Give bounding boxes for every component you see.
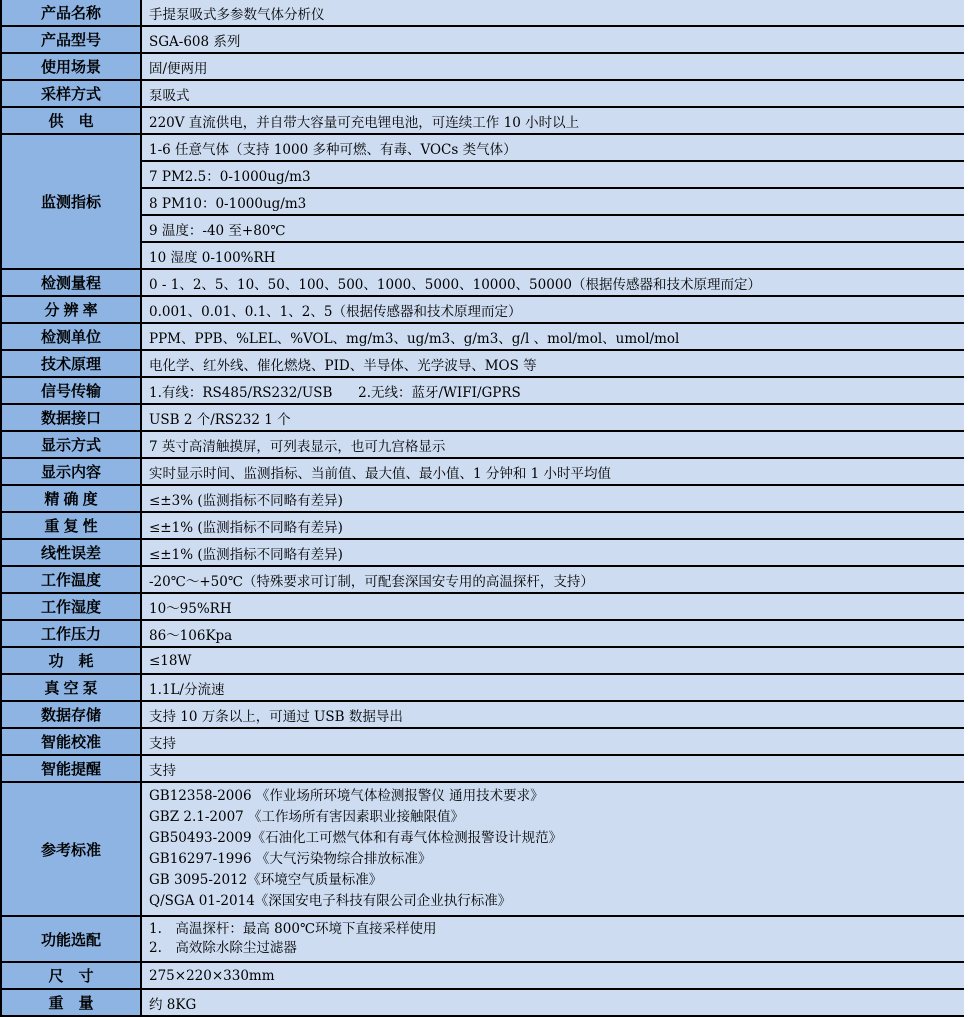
spec-label-resolution: 分 辨 率 xyxy=(2,297,142,322)
spec-row-reference-standards xyxy=(2,783,964,917)
spec-values-power-consumption xyxy=(142,648,964,673)
spec-label-power-supply: 供 电 xyxy=(2,108,142,133)
spec-row-weight xyxy=(2,990,964,1015)
spec-row-display-content xyxy=(2,459,964,486)
spec-value-linearity-error: ≤±1% (监测指标不同略有差异) xyxy=(149,546,343,563)
spec-value-repeatability: ≤±1% (监测指标不同略有差异) xyxy=(149,519,343,536)
spec-values-optional-functions xyxy=(142,917,964,961)
spec-row-working-humidity xyxy=(2,594,964,621)
spec-label-product-name: 产品名称 xyxy=(2,0,142,25)
spec-value-display-content: 实时显示时间、监测指标、当前值、最大值、最小值、1 分钟和 1 小时平均值 xyxy=(149,465,612,482)
spec-values-weight xyxy=(142,990,964,1015)
spec-value-accuracy: ≤±3% (监测指标不同略有差异) xyxy=(149,492,343,509)
spec-label-repeatability: 重 复 性 xyxy=(2,513,142,538)
spec-value-reference-standards-2: GBZ 2.1-2007 《工作场所有害因素职业接触限值》 xyxy=(149,809,465,825)
spec-values-monitoring-indicators xyxy=(142,135,964,268)
spec-values-sampling-method xyxy=(142,81,964,106)
spec-label-detection-unit: 检测单位 xyxy=(2,324,142,349)
spec-value-detection-range: 0 - 1、2、5、10、50、100、500、1000、5000、10000、50000（根据传感器和技术原理而定） xyxy=(149,276,761,293)
spec-value-vacuum-pump: 1.1L/分流速 xyxy=(149,681,225,698)
spec-values-display-mode xyxy=(142,432,964,457)
spec-value-working-humidity: 10～95%RH xyxy=(149,600,232,617)
spec-label-sampling-method: 采样方式 xyxy=(2,81,142,106)
spec-values-display-content xyxy=(142,459,964,484)
spec-value-working-pressure: 86～106Kpa xyxy=(149,627,233,644)
spec-label-smart-reminder: 智能提醒 xyxy=(2,756,142,781)
spec-row-data-interface xyxy=(2,405,964,432)
spec-values-working-temperature xyxy=(142,567,964,592)
spec-value-product-name: 手提泵吸式多参数气体分析仪 xyxy=(149,6,325,23)
spec-values-reference-standards xyxy=(142,783,964,915)
spec-row-smart-calibration xyxy=(2,729,964,756)
spec-values-technical-principle xyxy=(142,351,964,376)
spec-row-usage-scenario xyxy=(2,54,964,81)
spec-label-detection-range: 检测量程 xyxy=(2,270,142,295)
spec-value-optional-functions-1: 1. 高温探杆：最高 800℃环境下直接采样使用 xyxy=(149,921,437,937)
spec-value-power-supply: 220V 直流供电，并自带大容量可充电锂电池，可连续工作 10 小时以上 xyxy=(149,114,580,131)
spec-value-monitoring-indicators-3: 8 PM10：0-1000ug/m3 xyxy=(142,189,964,216)
spec-row-dimensions xyxy=(2,963,964,990)
spec-row-power-consumption xyxy=(2,648,964,675)
spec-value-display-mode: 7 英寸高清触摸屏，可列表显示，也可九宫格显示 xyxy=(149,438,446,455)
spec-row-product-model xyxy=(2,27,964,54)
spec-label-signal-transmission: 信号传输 xyxy=(2,378,142,403)
spec-values-data-interface xyxy=(142,405,964,430)
spec-values-detection-range xyxy=(142,270,964,295)
spec-value-signal-transmission: 1.有线：RS485/RS232/USB 2.无线：蓝牙/WIFI/GPRS xyxy=(149,384,521,401)
spec-row-signal-transmission xyxy=(2,378,964,405)
spec-label-monitoring-indicators: 监测指标 xyxy=(2,135,142,268)
spec-value-optional-functions-2: 2. 高效除水除尘过滤器 xyxy=(149,940,297,956)
spec-row-working-temperature xyxy=(2,567,964,594)
spec-row-linearity-error xyxy=(2,540,964,567)
spec-values-vacuum-pump xyxy=(142,675,964,700)
spec-row-detection-range xyxy=(2,270,964,297)
spec-label-power-consumption: 功 耗 xyxy=(2,648,142,673)
spec-value-smart-calibration: 支持 xyxy=(149,735,176,752)
spec-value-monitoring-indicators-5: 10 湿度 0-100%RH xyxy=(149,249,276,266)
spec-label-data-storage: 数据存储 xyxy=(2,702,142,727)
spec-values-linearity-error xyxy=(142,540,964,565)
spec-label-usage-scenario: 使用场景 xyxy=(2,54,142,79)
spec-values-smart-reminder xyxy=(142,756,964,781)
spec-values-signal-transmission xyxy=(142,378,964,403)
spec-value-sampling-method: 泵吸式 xyxy=(149,87,190,104)
spec-label-reference-standards: 参考标准 xyxy=(2,783,142,915)
spec-value-reference-standards-3: GB50493-2009《石油化工可燃气体和有毒气体检测报警设计规范》 xyxy=(149,830,563,846)
spec-row-technical-principle xyxy=(2,351,964,378)
spec-label-working-temperature: 工作温度 xyxy=(2,567,142,592)
spec-value-weight: 约 8KG xyxy=(149,996,197,1013)
spec-label-dimensions: 尺 寸 xyxy=(2,963,142,988)
spec-row-sampling-method xyxy=(2,81,964,108)
spec-value-reference-standards-1: GB12358-2006 《作业场所环境气体检测报警仪 通用技术要求》 xyxy=(149,788,544,804)
spec-values-product-name xyxy=(142,0,964,25)
spec-value-detection-unit: PPM、PPB、%LEL、%VOL、mg/m3、ug/m3、g/m3、g/l 、mol/mol、umol/mol xyxy=(149,330,680,347)
spec-value-monitoring-indicators-1: 1-6 任意气体（支持 1000 多种可燃、有毒、VOCs 类气体） xyxy=(142,135,964,162)
spec-label-vacuum-pump: 真 空 泵 xyxy=(2,675,142,700)
spec-value-usage-scenario: 固/便两用 xyxy=(149,60,208,77)
spec-label-working-pressure: 工作压力 xyxy=(2,621,142,646)
spec-row-smart-reminder xyxy=(2,756,964,783)
spec-row-resolution xyxy=(2,297,964,324)
spec-value-product-model: SGA-608 系列 xyxy=(149,33,241,50)
spec-row-data-storage xyxy=(2,702,964,729)
spec-row-working-pressure xyxy=(2,621,964,648)
spec-row-vacuum-pump xyxy=(2,675,964,702)
spec-row-display-mode xyxy=(2,432,964,459)
spec-values-product-model xyxy=(142,27,964,52)
spec-value-power-consumption: ≤18W xyxy=(149,652,192,669)
spec-values-accuracy xyxy=(142,486,964,511)
spec-values-power-supply xyxy=(142,108,964,133)
spec-value-working-temperature: -20℃～+50℃（特殊要求可订制，可配套深国安专用的高温探杆，支持） xyxy=(149,573,594,590)
spec-values-smart-calibration xyxy=(142,729,964,754)
spec-label-working-humidity: 工作湿度 xyxy=(2,594,142,619)
spec-value-smart-reminder: 支持 xyxy=(149,762,176,779)
spec-values-working-humidity xyxy=(142,594,964,619)
spec-row-optional-functions xyxy=(2,917,964,963)
spec-values-data-storage xyxy=(142,702,964,727)
spec-value-monitoring-indicators-2: 7 PM2.5：0-1000ug/m3 xyxy=(142,162,964,189)
spec-value-dimensions: 275×220×330mm xyxy=(149,967,275,984)
spec-values-dimensions xyxy=(142,963,964,988)
spec-row-power-supply xyxy=(2,108,964,135)
spec-label-data-interface: 数据接口 xyxy=(2,405,142,430)
spec-value-data-interface: USB 2 个/RS232 1 个 xyxy=(149,411,291,428)
spec-value-monitoring-indicators-4: 9 温度：-40 至+80℃ xyxy=(142,216,964,243)
spec-value-reference-standards-4: GB16297-1996 《大气污染物综合排放标准》 xyxy=(149,851,432,867)
spec-row-repeatability xyxy=(2,513,964,540)
spec-row-product-name xyxy=(2,0,964,27)
spec-label-accuracy: 精 确 度 xyxy=(2,486,142,511)
spec-label-display-content: 显示内容 xyxy=(2,459,142,484)
spec-label-optional-functions: 功能选配 xyxy=(2,917,142,961)
spec-values-repeatability xyxy=(142,513,964,538)
spec-row-accuracy xyxy=(2,486,964,513)
spec-values-working-pressure xyxy=(142,621,964,646)
spec-values-resolution xyxy=(142,297,964,322)
spec-label-linearity-error: 线性误差 xyxy=(2,540,142,565)
spec-value-technical-principle: 电化学、红外线、催化燃烧、PID、半导体、光学波导、MOS 等 xyxy=(149,357,537,374)
spec-label-smart-calibration: 智能校准 xyxy=(2,729,142,754)
spec-value-data-storage: 支持 10 万条以上，可通过 USB 数据导出 xyxy=(149,708,403,725)
spec-value-reference-standards-5: GB 3095-2012《环境空气质量标准》 xyxy=(149,872,383,888)
spec-label-product-model: 产品型号 xyxy=(2,27,142,52)
spec-row-monitoring-indicators xyxy=(2,135,964,270)
spec-row-detection-unit xyxy=(2,324,964,351)
spec-label-display-mode: 显示方式 xyxy=(2,432,142,457)
spec-value-resolution: 0.001、0.01、0.1、1、2、5（根据传感器和技术原理而定） xyxy=(149,303,522,320)
spec-label-technical-principle: 技术原理 xyxy=(2,351,142,376)
spec-label-weight: 重 量 xyxy=(2,990,142,1015)
spec-values-usage-scenario xyxy=(142,54,964,79)
spec-values-detection-unit xyxy=(142,324,964,349)
spec-value-reference-standards-6: Q/SGA 01-2014《深国安电子科技有限公司企业执行标准》 xyxy=(149,893,512,909)
